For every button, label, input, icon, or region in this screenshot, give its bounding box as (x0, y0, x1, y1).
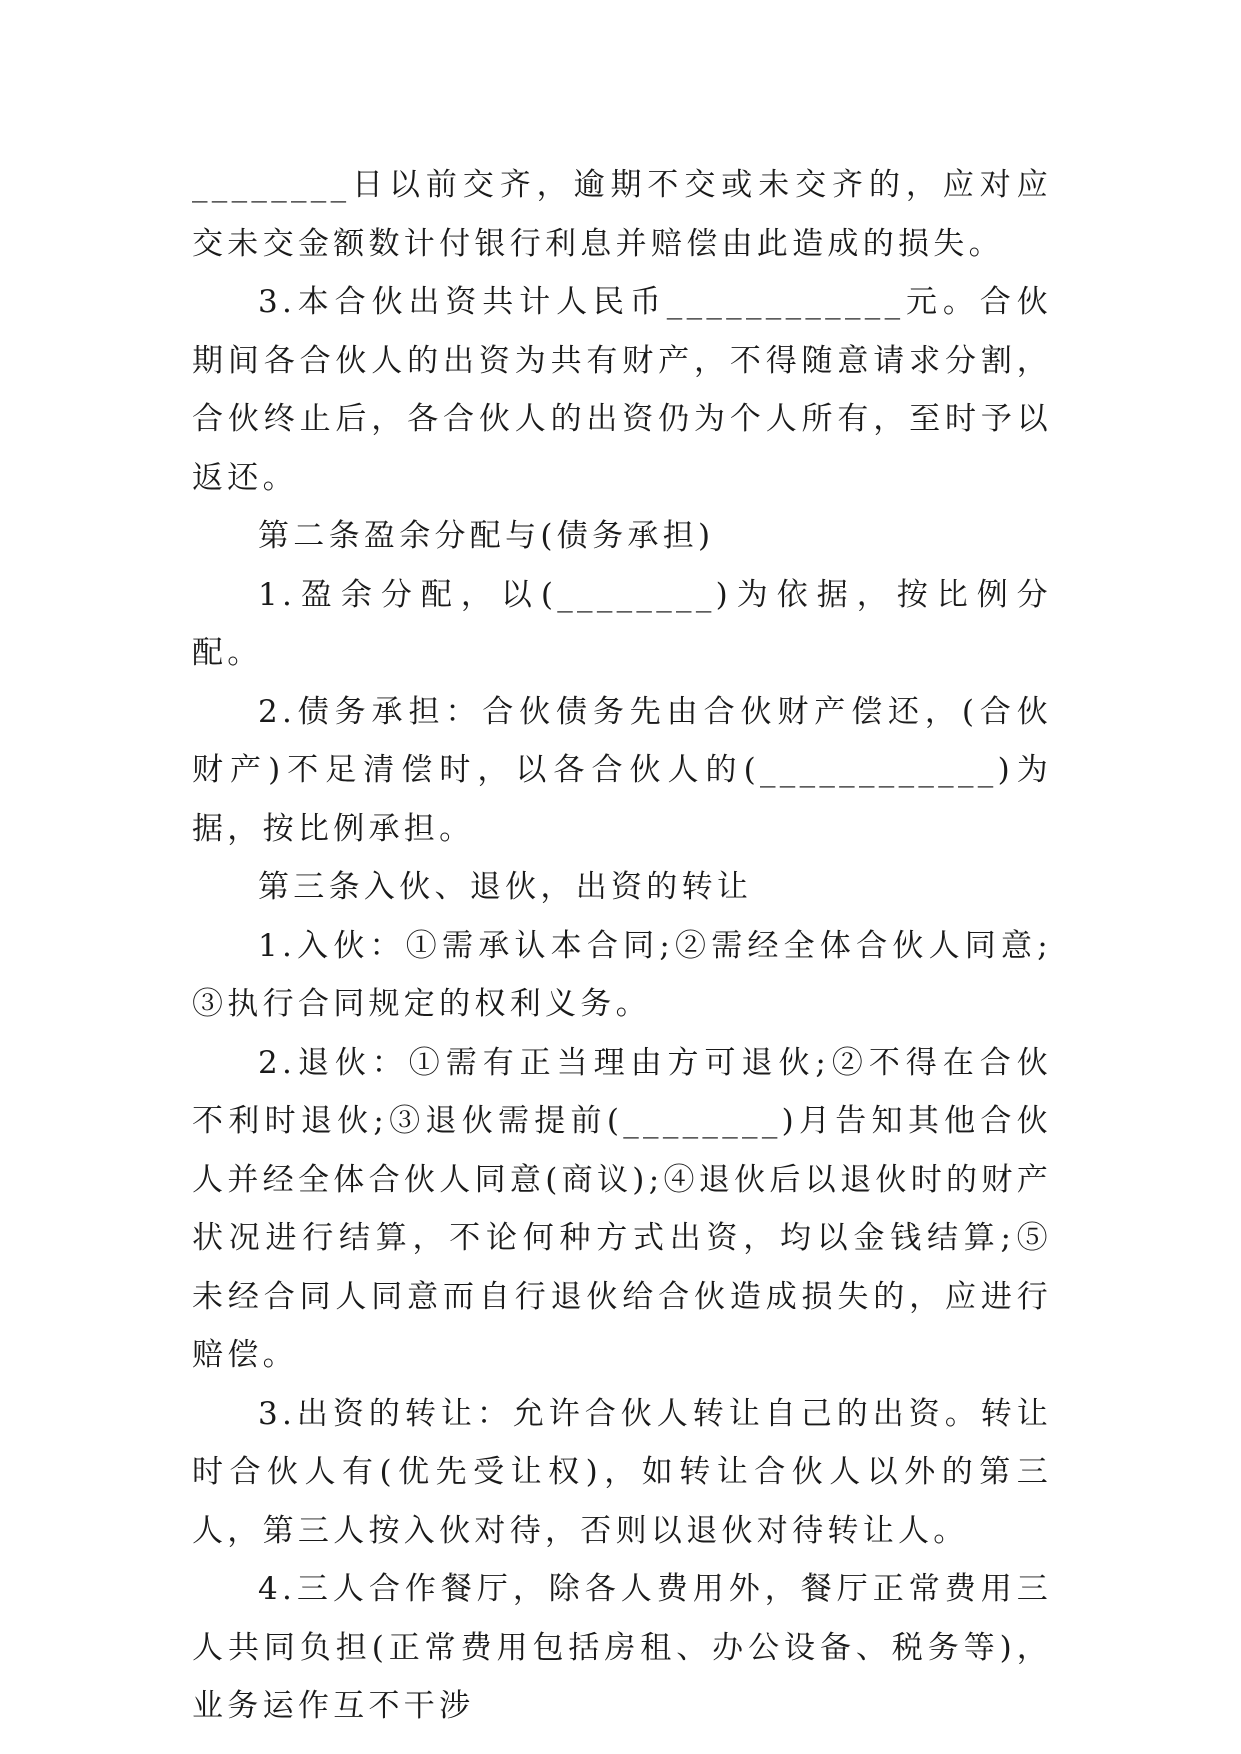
paragraph-capital-transfer: 3.出资的转让：允许合伙人转让自己的出资。转让时合伙人有(优先受让权)，如转让合伙人以外的第三人，第三人按入伙对待，否则以退伙对待转让人。 (192, 1395, 1052, 1549)
section-heading-article-2: 第二条盈余分配与(债务承担) (258, 518, 715, 554)
section-heading-article-3: 第三条入伙、退伙，出资的转让 (258, 869, 753, 905)
document-page (192, 156, 1052, 1736)
paragraph-payment-deadline: ________日以前交齐，逾期不交或未交齐的，应对应交未交金额数计付银行利息并赔偿由此造成的损失。 (192, 167, 1052, 262)
paragraph-restaurant-expenses: 4.三人合作餐厅，除各人费用外，餐厅正常费用三人共同负担(正常费用包括房租、办公设备、税务等)，业务运作互不干涉 (192, 1571, 1052, 1724)
paragraph-profit-distribution: 1.盈余分配，以(________)为依据，按比例分配。 (192, 576, 1052, 671)
paragraph-debt-bearing: 2.债务承担：合伙债务先由合伙财产偿还，(合伙财产)不足清偿时，以各合伙人的(____________)为据，按比例承担。 (192, 693, 1052, 847)
paragraph-withdrawal: 2.退伙：①需有正当理由方可退伙;②不得在合伙不利时退伙;③退伙需提前(________)月告知其他合伙人并经全体合伙人同意(商议);④退伙后以退伙时的财产状况进行结算，不论何种方式出资，均以金钱结算;⑤未经合同人同意而自行退伙给合伙造成损失的，应进行赔偿。 (192, 1044, 1052, 1373)
paragraph-total-capital: 3.本合伙出资共计人民币____________元。合伙期间各合伙人的出资为共有财产，不得随意请求分割，合伙终止后，各合伙人的出资仍为个人所有，至时予以返还。 (192, 284, 1052, 496)
paragraph-joining: 1.入伙：①需承认本合同;②需经全体合伙人同意;③执行合同规定的权利义务。 (192, 927, 1052, 1022)
